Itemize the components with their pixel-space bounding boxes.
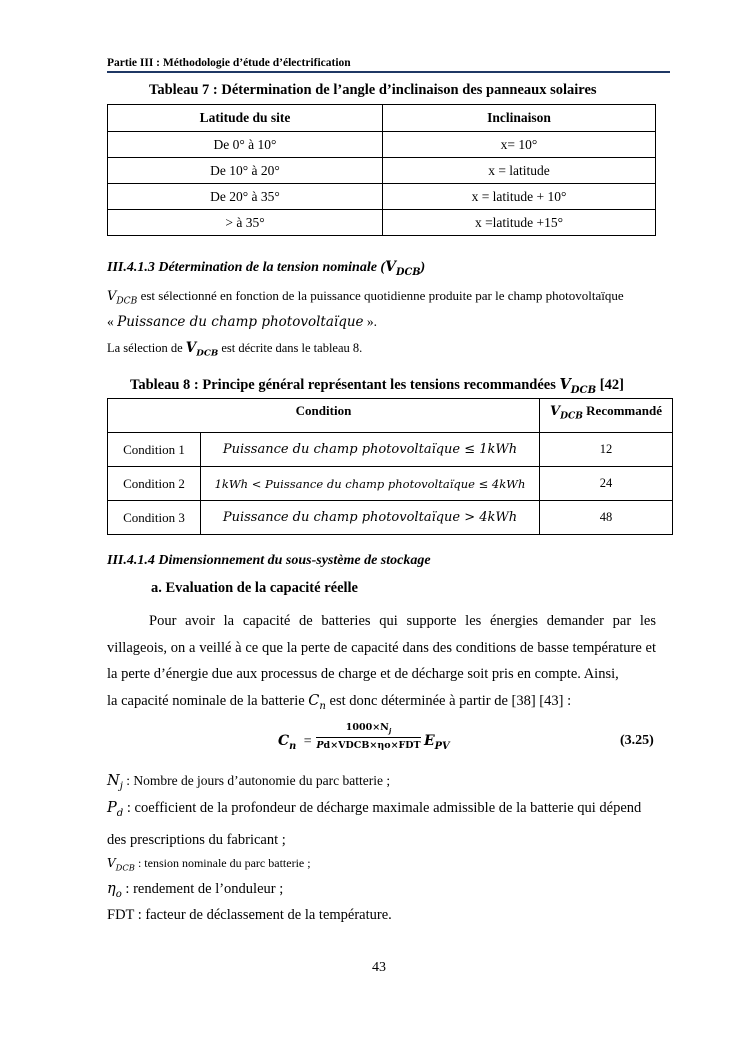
def-text: : tension nominale du parc batterie ; — [134, 856, 311, 870]
math-expr: Puissance du champ photovoltaïque — [117, 314, 364, 330]
denominator-part: o×FDT — [384, 739, 421, 751]
fraction-bar — [316, 737, 421, 738]
header-label: Recommandé — [582, 403, 662, 418]
table-cell: x= 10° — [383, 132, 656, 158]
table-row — [108, 158, 656, 184]
table-cell: Condition 2 — [108, 467, 201, 501]
caption-text: Tableau 8 : Principe général représentant les tensions recommandées — [130, 377, 560, 393]
table-cell-expr: Puissance du champ photovoltaïque ≤ 1kWh — [201, 433, 540, 467]
table-cell-value: 24 — [540, 467, 673, 501]
table8 — [107, 398, 673, 535]
table7-col-latitude: Latitude du site — [108, 105, 383, 132]
table7-caption: Tableau 7 : Détermination de l’angle d’inclinaison des panneaux solaires — [149, 82, 597, 98]
def-text: FDT : facteur de déclassement de la température. — [107, 907, 392, 923]
table-cell-value: 12 — [540, 433, 673, 467]
table-cell-expr: Puissance du champ photovoltaïque > 4kWh — [201, 501, 540, 535]
def-text: : coefficient de la profondeur de décharge maximale admissible de la batterie qui dépend des prescriptions du fabricant ; — [107, 800, 642, 848]
table-cell: > à 35° — [108, 210, 383, 236]
caption-var: V — [559, 376, 571, 393]
table-cell-value: 48 — [540, 501, 673, 535]
def-text: : rendement de l’onduleur ; — [121, 881, 284, 897]
table-row — [108, 433, 673, 467]
table8-col-condition: Condition — [108, 399, 540, 433]
var-sub: n — [319, 700, 326, 712]
denominator-part: DCB×η — [345, 739, 385, 751]
subsection-heading: a. Evaluation de la capacité réelle — [151, 580, 358, 596]
heading-text: III.4.1.3 Détermination de la tension nominale ( — [107, 260, 386, 275]
heading-suffix: ) — [420, 260, 426, 275]
def-text: : Nombre de jours d’autonomie du parc batterie ; — [122, 773, 391, 788]
table-row — [108, 210, 656, 236]
table-row — [108, 184, 656, 210]
table7 — [107, 104, 656, 236]
body-paragraph — [107, 608, 656, 720]
text: est décrite dans le tableau 8. — [218, 341, 363, 355]
caption-sub: DCB — [570, 383, 597, 396]
def-sub: j — [119, 780, 123, 792]
paragraph-line — [107, 340, 362, 359]
paragraph-line — [107, 688, 656, 720]
text: la capacité nominale de la batterie — [107, 692, 309, 709]
var-sub: DCB — [116, 296, 138, 307]
paragraph-line — [107, 288, 624, 307]
heading-var: V — [385, 259, 396, 275]
def-sub: o — [115, 888, 122, 900]
table7-col-inclinaison: Inclinaison — [383, 105, 656, 132]
header-sub: DCB — [560, 410, 583, 422]
paragraph-line — [107, 314, 377, 330]
fraction-denominator — [316, 740, 421, 751]
equation-3-25 — [278, 722, 478, 762]
table-cell: Condition 3 — [108, 501, 201, 535]
rhs-var: E — [424, 733, 435, 749]
table8-caption — [130, 376, 624, 396]
quote-open: « — [107, 314, 118, 329]
text: est donc déterminée à partir de [38] [43] : — [325, 692, 572, 709]
def-var: P — [107, 800, 117, 816]
def-var: N — [107, 773, 120, 789]
text: est sélectionné en fonction de la puissance quotidienne produite par le champ photovoltaïque — [137, 288, 624, 303]
table-header-row — [108, 105, 656, 132]
numerator-sub: j — [388, 726, 392, 735]
paragraph-text: Pour avoir la capacité de batteries qui supporte les énergies demander par les villageois, on a veillé à ce que la perte de capacité dans des conditions de basse température et la perte d’énergie due aux processus de charge et de décharge soit pris en compte. Ainsi, — [107, 613, 656, 683]
caption-ref: [42] — [596, 377, 624, 393]
def-var: V — [107, 856, 116, 870]
equation-number: (3.25) — [620, 733, 654, 748]
table-cell: De 0° à 10° — [108, 132, 383, 158]
def-sub: DCB — [115, 862, 135, 873]
heading-sub: DCB — [395, 266, 421, 278]
quote-close: ». — [363, 314, 378, 329]
lhs-sub: n — [289, 740, 297, 752]
fraction — [316, 722, 421, 751]
header-divider — [107, 71, 670, 73]
equation-lhs — [278, 733, 312, 752]
numerator-text: 1000×N — [345, 722, 389, 733]
definition-item — [107, 795, 656, 853]
table-cell-expr: 1kWh < Puissance du champ photovoltaïque ≤ 4kWh — [201, 467, 540, 501]
table-cell: Condition 1 — [108, 433, 201, 467]
table-cell: x = latitude + 10° — [383, 184, 656, 210]
definition-item — [107, 902, 656, 928]
denominator-var: P — [316, 739, 324, 751]
text: La sélection de — [107, 341, 186, 355]
equals-sign: = — [303, 734, 312, 749]
table-row — [108, 501, 673, 535]
table-cell: x =latitude +15° — [383, 210, 656, 236]
table-row — [108, 132, 656, 158]
lhs-var: C — [278, 733, 290, 749]
def-sub: d — [116, 807, 124, 819]
running-header: Partie III : Méthodologie d’étude d’électrification — [107, 57, 351, 69]
denominator-part: d×V — [323, 739, 346, 751]
section-heading-4-1-4: III.4.1.4 Dimensionnement du sous-système de stockage — [107, 553, 431, 568]
table-cell: De 10° à 20° — [108, 158, 383, 184]
section-heading-4-1-3 — [107, 259, 425, 278]
var-sub: DCB — [196, 348, 219, 359]
rhs-sub: PV — [434, 740, 450, 752]
table-cell: De 20° à 35° — [108, 184, 383, 210]
def-var: η — [107, 881, 116, 897]
equation-rhs — [424, 733, 450, 752]
table8-col-vdcb — [540, 399, 673, 433]
table-row — [108, 467, 673, 501]
var: V — [107, 289, 117, 304]
fraction-numerator — [316, 722, 421, 735]
page-number: 43 — [372, 960, 386, 975]
table-header-row — [108, 399, 673, 433]
var: C — [308, 692, 320, 709]
header-var: V — [550, 404, 561, 419]
var: V — [185, 340, 197, 356]
table-cell: x = latitude — [383, 158, 656, 184]
